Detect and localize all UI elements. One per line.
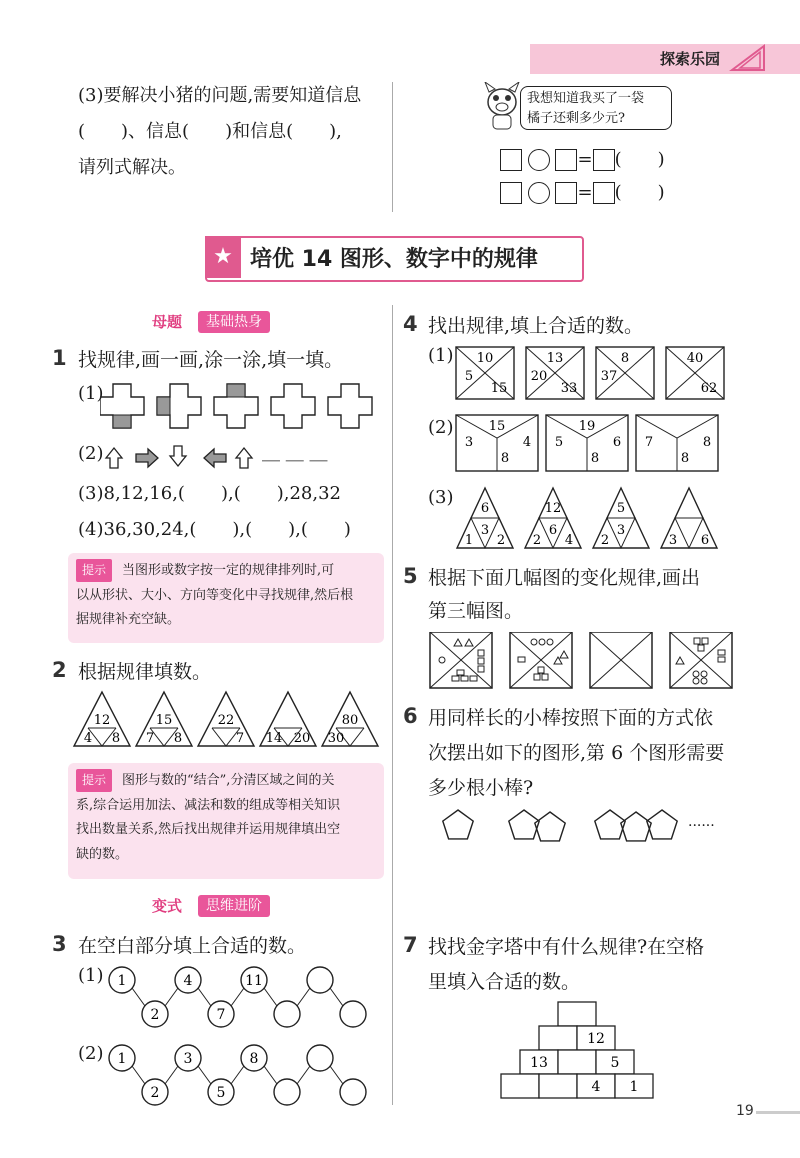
tip1-line: 据规律补充空缺。 [76,612,181,628]
blank-square[interactable] [500,182,522,204]
q3-chain-2 [100,1040,380,1110]
triangle-right-value: 7 [235,731,245,746]
q1-p2-blanks[interactable]: ＿ ＿ ＿ [262,443,328,464]
equals-sign: = [577,149,593,170]
shaded-block [157,397,170,415]
answer-paren[interactable]: ( ) [614,182,665,203]
chain-arrow [231,988,244,1006]
blank-square[interactable] [500,149,522,171]
tip2-line: 找出数量关系,然后找出规律并运用规律填出空 [76,822,341,838]
equals-sign: = [577,182,593,203]
q5-figure-2 [510,632,572,688]
triangle-b-value: 3 [480,523,490,538]
cross-shape [271,384,315,428]
arrow-right-icon [136,449,158,467]
pyramid-value: 4 [591,1079,601,1095]
chain-arrow [198,988,211,1006]
number-square [526,347,584,399]
pig-speech-line1: 我想知道我买了一袋 [527,91,645,106]
tip2-line: 系,综合运用加法、减法和数的组成等相关知识 [76,797,341,813]
triangle-top-value: 80 [341,713,359,728]
arrow-down-icon [170,446,186,466]
q5-text-2: 第三幅图。 [428,600,524,622]
q4-triangles [455,486,735,552]
chain-circle [307,967,333,993]
chain-circle [340,1001,366,1027]
number-triangle [198,692,254,746]
pig-icon [482,82,522,134]
tag-main: 母题 [152,313,183,331]
top-q3-line1: (3)要解决小猪的问题,需要知道信息 [78,85,362,106]
number-square [456,347,514,399]
triangle-c-value: 4 [564,533,574,548]
number-triangle [322,692,378,746]
pig-speech-bubble [520,86,672,130]
pig-speech-line2: 橘子还剩多少元? [527,111,625,126]
blank-square[interactable] [555,149,577,171]
q6-number: 6 [403,704,418,728]
q5-figure-3-blank [590,632,652,688]
q3-p2-label: (2) [78,1043,104,1064]
number-triangle [457,488,513,548]
triangle-top-value: 12 [93,713,111,728]
q4-text: 找出规律,填上合适的数。 [428,315,644,337]
triangle-left-value: 7 [145,731,155,746]
chain-value: 1 [117,973,127,989]
q6-ellipsis: ...... [688,814,715,830]
square-right-value: 33 [560,381,578,396]
envelope-left-value: 7 [644,435,654,450]
q6-pentagons [438,802,688,852]
page-number-line [756,1111,800,1114]
q7-text-1: 找找金字塔中有什么规律?在空格 [428,936,705,958]
triangle-c-value: 6 [700,533,710,548]
square-top-value: 40 [686,351,704,366]
square-left-value: 20 [530,369,548,384]
tip-label: 提示 [76,769,112,792]
q1-cross-figures [100,382,380,430]
q1-text: 找规律,画一画,涂一涂,填一填。 [78,349,344,371]
square-left-value: 37 [600,369,618,384]
ruler-icon [728,42,768,74]
q2-triangles [72,690,392,750]
top-q3-line3: 请列式解决。 [78,157,186,178]
tag-main-sub: 基础热身 [198,311,270,333]
answer-paren[interactable]: ( ) [614,149,665,170]
chain-value: 1 [117,1051,127,1067]
pyramid-cell [539,1026,577,1050]
number-envelope [546,415,628,471]
q1-arrows [102,442,262,472]
q5-number: 5 [403,564,418,588]
chain-arrow [330,988,343,1006]
triangle-a-value: 2 [532,533,542,548]
chain-arrow [165,1066,178,1084]
triangle-a-value: 2 [600,533,610,548]
cross-shape [328,384,372,428]
envelope-left-value: 5 [554,435,564,450]
chain-arrow [264,1066,277,1084]
triangle-a-value: 3 [668,533,678,548]
chain-value: 2 [150,1007,160,1023]
triangle-right-value: 8 [173,731,183,746]
chain-arrow [231,1066,244,1084]
envelope-bottom-value: 8 [680,451,690,466]
q2-number: 2 [52,658,67,682]
triangle-a-value: 1 [464,533,474,548]
triangle-top-value: 5 [616,501,626,516]
q3-text: 在空白部分填上合适的数。 [78,935,307,957]
q3-chain-1 [100,962,380,1032]
star-icon: ★ [205,236,241,278]
q7-text-2: 里填入合适的数。 [428,971,581,993]
envelope-left-value: 3 [464,435,474,450]
pyramid-cell [558,1002,596,1026]
pyramid-value: 12 [587,1031,605,1047]
pyramid-cell [539,1074,577,1098]
tip2-line: 图形与数的“结合”,分清区域之间的关 [122,773,335,788]
pyramid-value: 1 [629,1079,639,1095]
envelope-right-value: 8 [702,435,712,450]
chain-value: 11 [245,973,263,989]
chain-arrow [330,1066,343,1084]
q1-p2-label: (2) [78,443,104,464]
shaded-block [227,384,245,397]
envelope-top-value: 15 [488,419,506,434]
q5-figures [428,632,758,692]
chain-arrow [198,1066,211,1084]
blank-circle[interactable] [528,182,550,204]
q5-text-1: 根据下面几幅图的变化规律,画出 [428,567,701,589]
square-right-value: 15 [490,381,508,396]
triangle-top-value: 6 [480,501,490,516]
envelope-right-value: 4 [522,435,532,450]
tip-label: 提示 [76,559,112,582]
triangle-b-value: 3 [616,523,626,538]
q4-p2-label: (2) [428,417,454,438]
q7-number: 7 [403,933,418,957]
q4-p1-label: (1) [428,345,454,366]
pyramid-value: 5 [610,1055,620,1071]
q4-p3-label: (3) [428,487,454,508]
number-triangle [525,488,581,548]
page-number: 19 [736,1103,754,1119]
q3-p1-label: (1) [78,965,104,986]
tip1-line: 以从形状、大小、方向等变化中寻找规律,然后根 [76,587,354,603]
chain-arrow [264,988,277,1006]
envelope-right-value: 6 [612,435,622,450]
q1-p1-label: (1) [78,383,104,404]
blank-circle[interactable] [528,149,550,171]
q5-figure-4 [670,632,732,688]
q4-number: 4 [403,312,418,336]
number-triangle [260,692,316,746]
q6-text-2: 次摆出如下的图形,第 6 个图形需要 [428,742,725,764]
chain-value: 4 [183,973,193,989]
q4-squares [455,346,735,402]
chain-value: 3 [183,1051,193,1067]
tag-variant: 变式 [152,897,183,915]
q6-text-3: 多少根小棒? [428,777,534,799]
pyramid-cell [558,1050,596,1074]
top-q3-line2: ( )、信息( )和信息( ), [78,121,342,142]
q5-figure-1 [430,632,492,688]
tip1-line: 当图形或数字按一定的规律排列时,可 [122,563,335,578]
triangle-top-value: 22 [217,713,235,728]
arrow-up-icon [106,448,122,468]
envelope-top-value: 19 [578,419,596,434]
triangle-left-value: 14 [265,731,283,746]
section-title: 探索乐园 [660,50,721,68]
arrow-up-icon [236,448,252,468]
chain-circle [274,1079,300,1105]
triangle-left-value: 4 [83,731,93,746]
tip-box-1 [68,553,384,643]
number-triangle [136,692,192,746]
chain-value: 8 [249,1051,259,1067]
chain-value: 7 [216,1007,226,1023]
number-square [596,347,654,399]
pentagon-figure-3 [621,812,651,841]
shaded-block [113,415,131,428]
number-square [666,347,724,399]
column-divider [392,305,393,1105]
chain-arrow [297,988,310,1006]
blank-square[interactable] [555,182,577,204]
equation-row-2 [500,178,665,204]
number-envelope [456,415,538,471]
blank-square[interactable] [593,149,615,171]
lesson-title: 培优 14 图形、数字中的规律 [250,247,538,272]
number-triangle [74,692,130,746]
pyramid-value: 13 [530,1055,548,1071]
q6-text-1: 用同样长的小棒按照下面的方式依 [428,707,714,729]
envelope-bottom-value: 8 [590,451,600,466]
triangle-right-value: 8 [111,731,121,746]
chain-value: 5 [216,1085,226,1101]
square-top-value: 8 [620,351,630,366]
blank-square[interactable] [593,182,615,204]
square-left-value: 5 [464,369,474,384]
square-right-value: 62 [700,381,718,396]
tip-box-2 [68,763,384,879]
triangle-b-value: 6 [548,523,558,538]
equation-row-1 [500,145,665,171]
number-triangle [661,488,717,548]
number-envelope [636,415,718,471]
square-top-value: 13 [546,351,564,366]
pyramid-cell [501,1074,539,1098]
arrow-left-icon [204,449,226,467]
chain-arrow [297,1066,310,1084]
q1-p3: (3)8,12,16,( ),( ),28,32 [78,483,341,504]
triangle-top-value: 15 [155,713,173,728]
chain-value: 2 [150,1085,160,1101]
q2-text: 根据规律填数。 [78,661,212,683]
triangle-c-value: 2 [496,533,506,548]
triangle-top-value: 12 [544,501,562,516]
triangle-left-value: 30 [327,731,345,746]
q1-number: 1 [52,346,67,370]
chain-circle [307,1045,333,1071]
tag-variant-sub: 思维进阶 [198,895,270,917]
chain-circle [274,1001,300,1027]
top-divider [392,82,393,212]
pentagon-figure-2 [535,812,565,841]
q4-envelopes [455,414,735,474]
number-triangle [593,488,649,548]
chain-circle [340,1079,366,1105]
chain-arrow [165,988,178,1006]
chain-arrow [132,988,145,1006]
chain-arrow [132,1066,145,1084]
q1-p4: (4)36,30,24,( ),( ),( ) [78,519,351,540]
tip2-line: 缺的数。 [76,847,129,863]
q7-pyramid [500,1000,660,1100]
square-top-value: 10 [476,351,494,366]
q3-number: 3 [52,932,67,956]
pentagon-figure-1 [443,810,473,839]
triangle-right-value: 20 [293,731,311,746]
envelope-bottom-value: 8 [500,451,510,466]
